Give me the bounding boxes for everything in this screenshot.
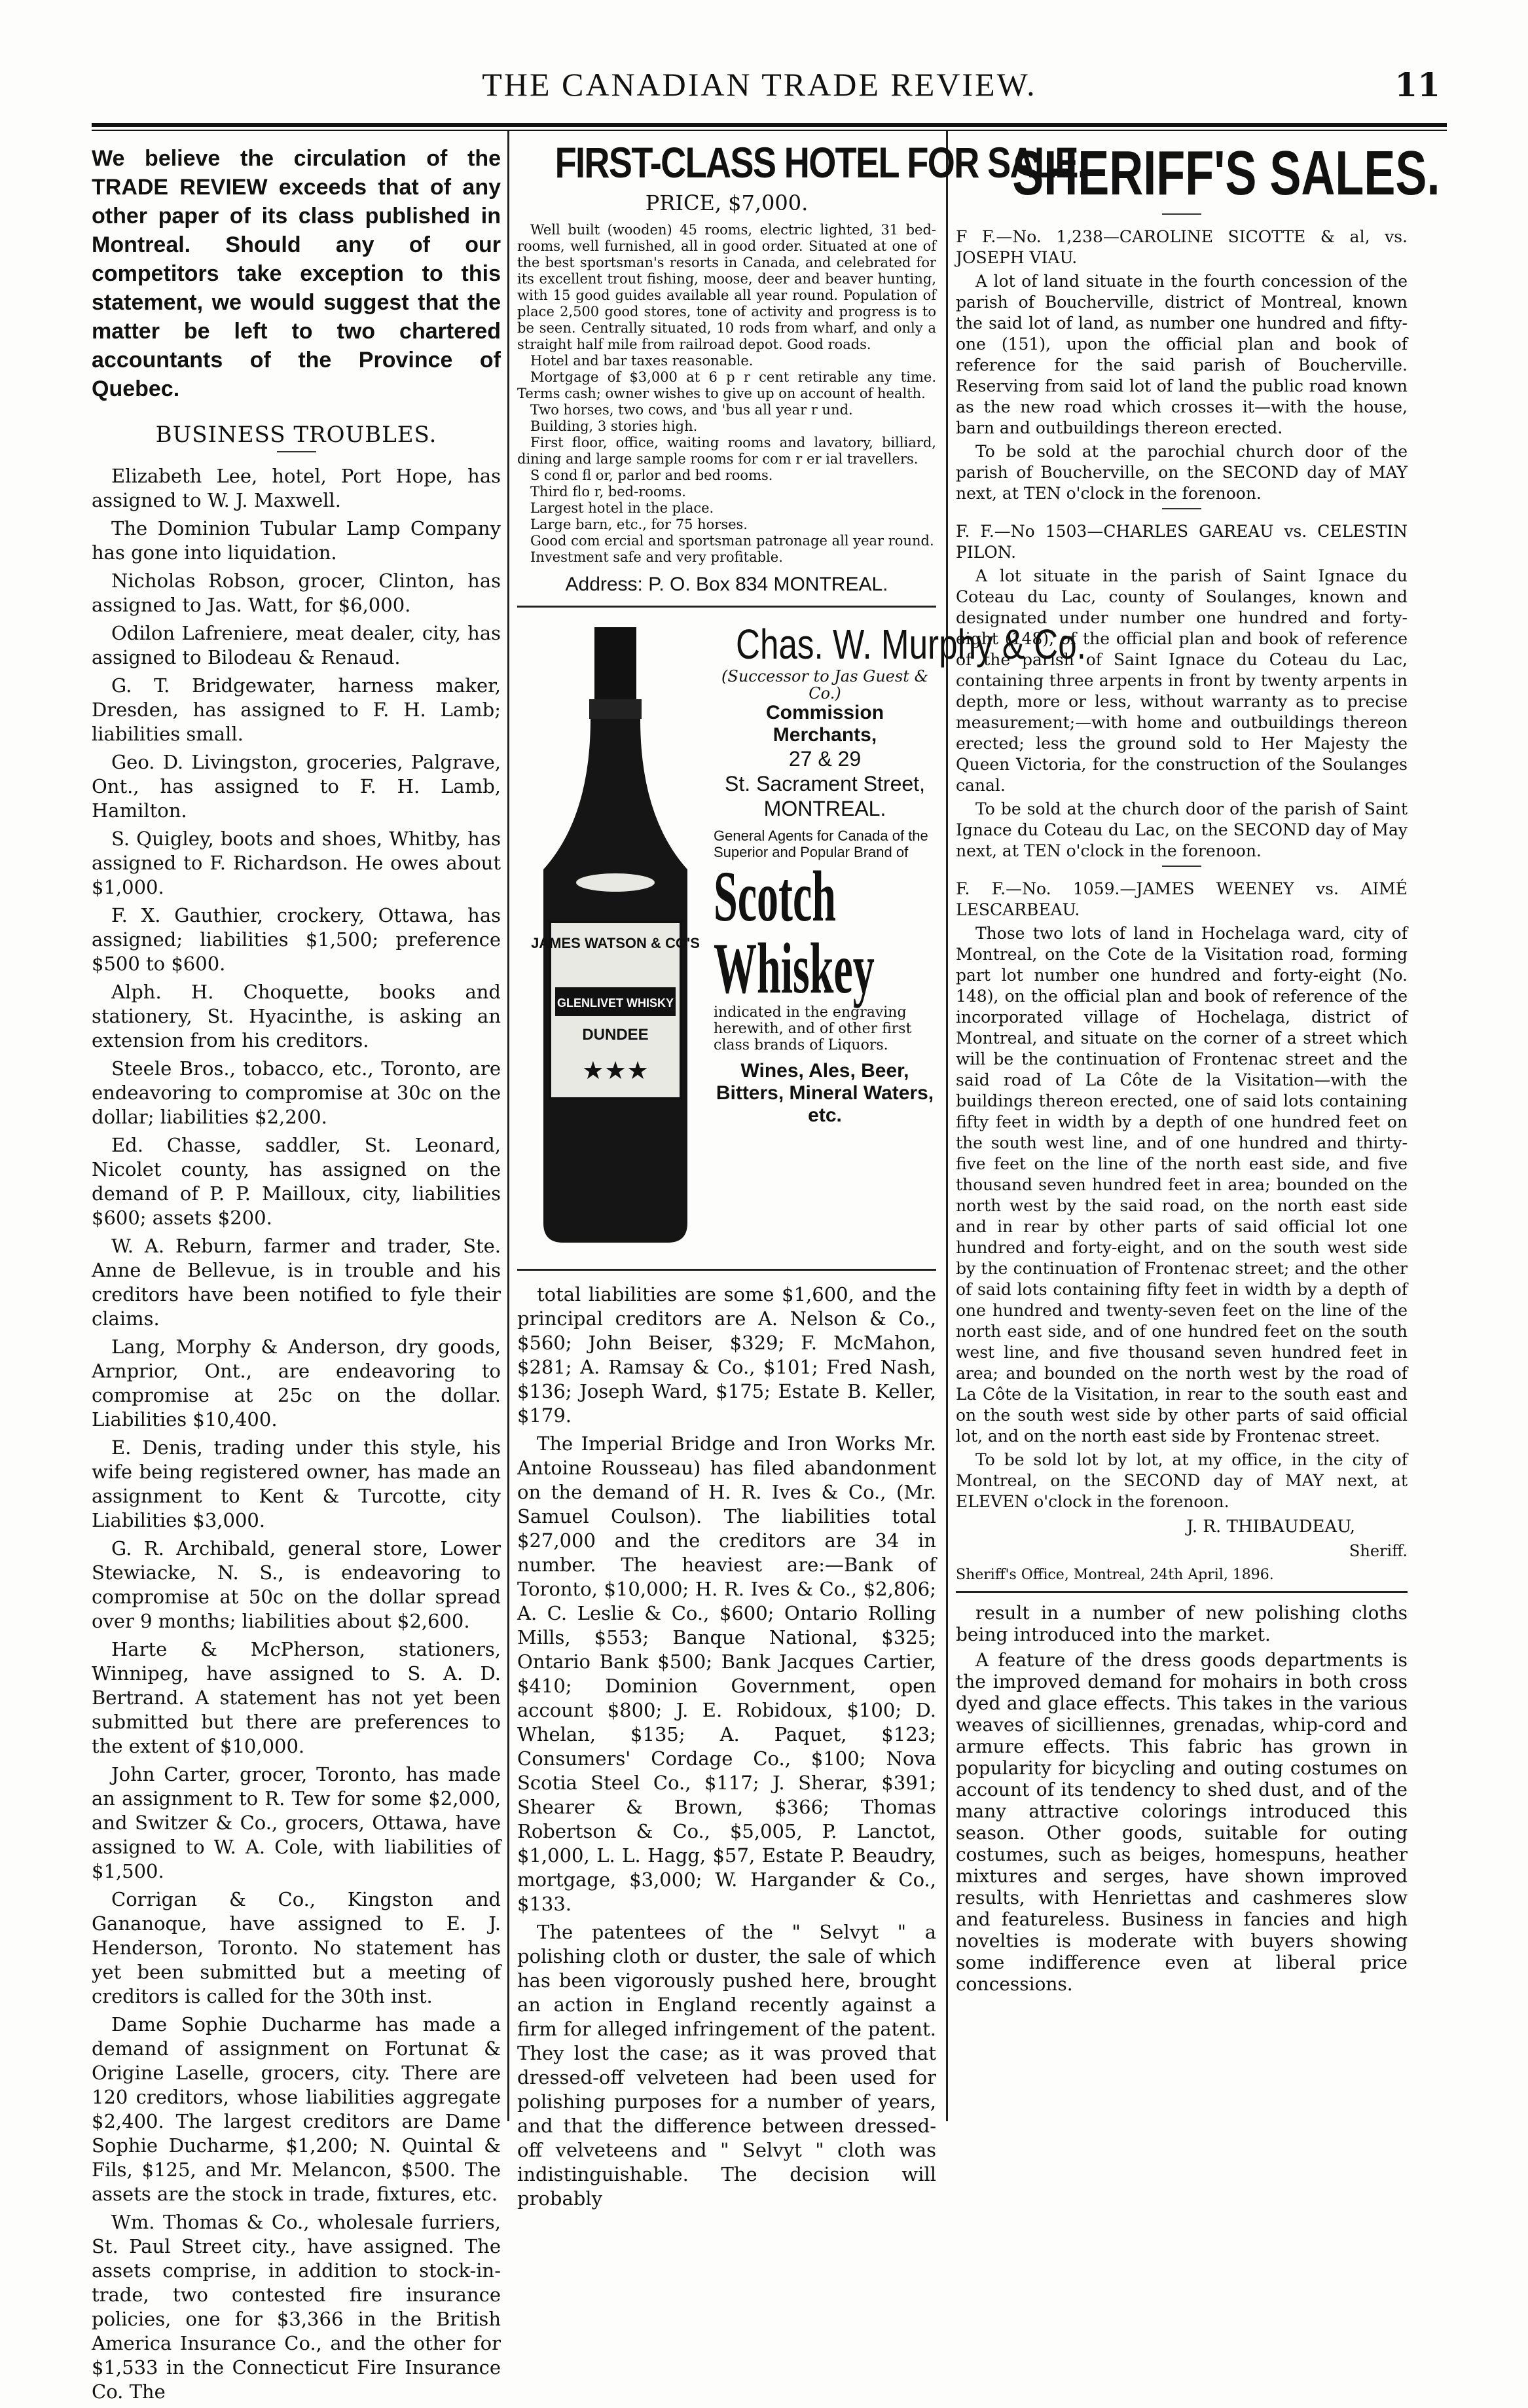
paragraph: Alph. H. Choquette, books and stationery, St. Hyacinthe, is asking an extension from his creditors.	[92, 981, 501, 1051]
paragraph: Ed. Chasse, saddler, St. Leonard, Nicolet county, has assigned on the demand of P. P. Mailloux, city, liabilities $600; assets $200.	[92, 1134, 501, 1229]
ad-paragraph: Third flo r, bed-rooms.	[530, 484, 686, 500]
paragraph: G. R. Archibald, general store, Lower Stewiacke, N. S., is endeavoring to compromise at 50c on the dollar spread over 9 months; liabilities about $2,600.	[92, 1537, 501, 1632]
agents-line: General Agents for Canada of the Superior and Popular Brand of	[714, 828, 928, 860]
notice-sale: To be sold at the parochial church door of the parish of Boucherville, on the SECOND day of MAY next, at TEN o'clock in the forenoon.	[956, 442, 1408, 503]
paragraph: Steele Bros., tobacco, etc., Toronto, are endeavoring to compromise at 30c on the dollar; liabilities $2,200.	[92, 1057, 501, 1128]
paragraph: Lang, Morphy & Anderson, dry goods, Arnprior, Ont., are endeavoring to compromise at 25c on the dollar. Liabilities $10,400.	[92, 1336, 501, 1431]
label-city: DUNDEE	[582, 1026, 649, 1044]
notice-heading: F F.—No. 1,238—CAROLINE SICOTTE & al, vs. JOSEPH VIAU.	[956, 227, 1408, 267]
paragraph: A feature of the dress goods departments is the improved demand for mohairs in both cross dyed and glace effects. This takes in the various weaves of sicilliennes, grenadas, whip-cord and armure effects. This fabric has grown in popularity for bicycling and outing costumes on account of its tendency to shed dust, and of the many attractive colorings introduced this season. Other goods, suitable for outing costumes, such as beiges, homespuns, heather mixtures and serges, have shown improved results, with Henriettas and cashmeres slow and featureless. Business in fancies and high novelties is moderate with buyers showing some indifference even at liberal price concessions.	[956, 1649, 1408, 1995]
firm-name: Chas. W. Murphy & Co.	[736, 621, 1086, 668]
hotel-advertisement	[517, 137, 1087, 608]
ad-address: Address: P. O. Box 834 MONTREAL.	[565, 574, 888, 595]
sheriff-office-line: Sheriff's Office, Montreal, 24th April, 1896.	[956, 1567, 1274, 1583]
notice-body: A lot situate in the parish of Saint Ignace du Coteau du Lac, county of Soulanges, known and designated under number one hundred and forty-eight (148), of the official plan and book of reference of the parish of Saint Ignace du Coteau du Lac, containing three arpents in front by twenty arpents in depth, more or less, without warranty as to precise measurement;—with home and outbuildings thereon erected; less the ground sold to Her Majesty the Queen Victoria, for the construction of the Soulanges canal.	[956, 566, 1408, 795]
scotch-heading: Scotch	[714, 856, 836, 936]
hotel-description	[517, 222, 936, 566]
paragraph: G. T. Bridgewater, harness maker, Dresden, has assigned to F. H. Lamb; liabilities small.	[92, 674, 501, 745]
paragraph: Nicholas Robson, grocer, Clinton, has assigned to Jas. Watt, for $6,000.	[92, 570, 501, 616]
ad-paragraph: First floor, office, waiting rooms and lavatory, billiard, dining and large sample rooms for com r er ial travellers.	[517, 435, 936, 467]
notice-heading: F. F.—No 1503—CHARLES GAREAU vs. CELESTIN PILON.	[956, 522, 1408, 562]
page-number: 11	[1394, 65, 1440, 104]
ad-paragraph: Largest hotel in the place.	[530, 500, 714, 516]
whiskey-heading: Whiskey	[714, 928, 875, 1008]
ad-paragraph: Two horses, two cows, and 'bus all year r und.	[530, 402, 853, 418]
paragraph: S. Quigley, boots and shoes, Whitby, has assigned to F. Richardson. He owes about $1,000.	[92, 828, 501, 898]
paragraph: Elizabeth Lee, hotel, Port Hope, has assigned to W. J. Maxwell.	[92, 465, 501, 511]
header-rule	[92, 123, 1447, 127]
firm-successor: (Successor to Jas Guest & Co.)	[721, 667, 928, 702]
ad-paragraph: Well built (wooden) 45 rooms, electric lighted, 31 bed-rooms, well furnished, all in good order. Situated at one of the best sportsman's resorts in Canada, and celebrated for its excellent trout fishing, moose, deer and beaver hunting, with 15 good guides available all year round. Population of place 2,500 good stores, tone of activity and progress is to be seen. Centrally situated, 10 rods from wharf, and only a straight half mile from railroad depot. Good roads.	[517, 222, 936, 352]
ad-title: FIRST-CLASS HOTEL FOR SALE.	[555, 138, 1087, 187]
section-divider	[956, 1591, 1408, 1593]
ad-paragraph: Investment safe and very profitable.	[530, 549, 783, 565]
notice-sale: To be sold at the church door of the parish of Saint Ignace du Coteau du Lac, on the SECOND day of May next, at TEN o'clock in the forenoon.	[956, 799, 1408, 860]
paragraph: Geo. D. Livingston, groceries, Palgrave, Ont., has assigned to F. H. Lamb, Hamilton.	[92, 751, 501, 822]
city: MONTREAL.	[763, 797, 886, 820]
paragraph: Corrigan & Co., Kingston and Gananoque, have assigned to E. J. Henderson, Toronto. No statement has yet been submitted but a meeting of creditors is called for the 30th inst.	[92, 1888, 501, 2007]
sheriff-notices	[956, 227, 1408, 1512]
street-number: 27 & 29	[788, 747, 862, 771]
ad-paragraph: Mortgage of $3,000 at 6 p r cent retirable any time. Terms cash; owner wishes to give up on account of health.	[517, 369, 936, 401]
label-brand: JAMES WATSON & CO'S	[531, 935, 700, 951]
paragraph: John Carter, grocer, Toronto, has made an assignment to R. Tew for some $2,000, and Switzer & Co., grocers, Ottawa, have assigned to W. A. Cole, with liabilities of $1,500.	[92, 1763, 501, 1882]
notice-body: Those two lots of land in Hochelaga ward, city of Montreal, on the Cote de la Visitation road, forming part lot number one hundred and forty-eight (No. 148), on the official plan and book of reference of the incorporated village of Hochelaga, district of Montreal, and situate on the corner of a street which will be the continuation of Frontenac street and the said road of La Côte de la Visitation—with the buildings thereon erected, one of said lots containing fifty feet in width by a depth of one hundred feet on the south west line, and of one hundred and thirty-five feet on the line of the north east side, and five thousand seven hundred feet in area; bounded on the north west by the said road, on the north east side and in rear by other parts of said official lot one hundred and forty-eight, and on the south west side by the continuation of Frontenac street; and the other of said lots containing fifty feet in width by a depth of one hundred and twenty-seven feet on the line of the north east side, and of one hundred feet on the south west line, and five thousand seven hundred feet in area; and bounded on the north west by the road of La Côte de la Visitation, in rear to the south east and on the south west side by other parts of said official lot, and on the north east side by Frontenac street.	[956, 924, 1408, 1446]
whisky-ad-text	[714, 621, 1086, 1127]
paragraph: Dame Sophie Ducharme has made a demand of assignment on Fortunat & Origine Laselle, grocers, city. There are 120 creditors, whose liabilities aggregate $2,400. The largest creditors are Dame Sophie Ducharme, $1,200; N. Quintal & Fils, $125, and Mr. Melancon, $500. The assets are the stock in trade, fixtures, etc.	[92, 2013, 501, 2205]
street: St. Sacrament Street,	[725, 772, 925, 795]
ad-paragraph: Large barn, etc., for 75 horses.	[530, 517, 748, 532]
ad-paragraph: Building, 3 stories high.	[530, 418, 698, 434]
notice-heading: F. F.—No. 1059.—JAMES WEENEY vs. AIMÉ LESCARBEAU.	[956, 879, 1408, 919]
paragraph: The patentees of the " Selvyt " a polishing cloth or duster, the sale of which has been vigorously pushed here, brought an action in England recently against a firm for alleged infringement of the patent. They lost the case; as it was proved that dressed-off velveteen had been used for polishing purposes for a number of years, and that the difference between dressed-off velveteens and " Selvyt " cloth was indistinguishable. The decision will probably	[517, 1921, 936, 2210]
divider	[1162, 508, 1201, 509]
column-divider	[507, 131, 509, 2121]
paragraph: Odilon Lafreniere, meat dealer, city, has assigned to Bilodeau & Renaud.	[92, 622, 501, 668]
ad-paragraph: Hotel and bar taxes reasonable.	[530, 353, 754, 369]
divider	[1162, 213, 1201, 215]
notice-sale: To be sold lot by lot, at my office, in the city of Montreal, on the SECOND day of MAY next, at ELEVEN o'clock in the forenoon.	[956, 1450, 1408, 1511]
paragraph: The Imperial Bridge and Iron Works Mr. Antoine Rousseau) has filed abandonment on the demand of H. R. Ives & Co., (Mr. Samuel Coulson). The liabilities total $27,000 and the creditors are 34 in number. The heaviest are:—Bank of Toronto, $10,000; H. R. Ives & Co., $2,806; A. C. Leslie & Co., $600; Ontario Rolling Mills, $553; Banque National, $325; Ontario Bank $500; Bank Jacques Cartier, $410; Dominion Government, open account $800; J. E. Robidoux, $100; D. Whelan, $135; A. Paquet, $123; Consumers' Cordage Co., $100; Nova Scotia Steel Co., $117; J. Sherar, $391; Shearer & Brown, $366; Thomas Robertson & Co., $5,005, P. Lanctot, $1,000, L. L. Hagg, $57, Estate P. Beaudry, mortgage, $3,000; W. Hargander & Co., $133.	[517, 1432, 936, 1915]
column-divider	[946, 131, 948, 2121]
whisky-advertisement	[517, 608, 1086, 1271]
circulation-notice: We believe the circulation of the TRADE REVIEW exceeds that of any other paper of its class published in Montreal. Should any of our competitors take exception to this statement, we would suggest that the matter be left to two chartered accountants of the Province of Quebec.	[92, 146, 501, 401]
products-line: Wines, Ales, Beer, Bitters, Mineral Waters, etc.	[716, 1060, 934, 1126]
paragraph: E. Denis, trading under this style, his wife being registered owner, has made an assignment to Kent & Turcotte, city Liabilities $3,000.	[92, 1436, 501, 1531]
paragraph: result in a number of new polishing cloths being introduced into the market.	[956, 1602, 1408, 1645]
column-middle	[517, 137, 1087, 2215]
header-rule-thin	[92, 130, 1447, 131]
sheriff-signature: J. R. THIBAUDEAU,	[1186, 1517, 1355, 1537]
notice-body: A lot of land situate in the fourth concession of the parish of Boucherville, district of Montreal, known the said lot of land, as number one hundred and fifty-one (151), upon the official plan and book of reference for the said parish of Boucherville. Reserving from said lot of land the public road known as the new road which crosses it—with the house, barn and outbuildings thereon erected.	[956, 272, 1408, 437]
label-whisky: GLENLIVET WHISKY	[556, 996, 674, 1010]
news-continuation	[517, 1283, 936, 2211]
business-troubles-list	[92, 464, 501, 2404]
divider	[277, 451, 316, 452]
paragraph: Harte & McPherson, stationers, Winnipeg, have assigned to S. A. D. Bertrand. A statement has not yet been submitted but there are preferences to the extent of $10,000.	[92, 1638, 501, 1757]
firm-type: Commission Merchants,	[765, 702, 884, 746]
column-right	[956, 137, 1440, 1999]
ad-price: PRICE, $7,000.	[645, 191, 809, 215]
dress-goods-article	[956, 1602, 1408, 1995]
sheriff-sales-title: SHERIFF'S SALES.	[1012, 138, 1440, 208]
paragraph: total liabilities are some $1,600, and the principal creditors are A. Nelson & Co., $560; John Beiser, $329; F. McMahon, $281; A. Ramsay & Co., $101; Fred Nash, $136; Joseph Ward, $175; Estate B. Keller, $179.	[517, 1283, 936, 1427]
paragraph: W. A. Reburn, farmer and trader, Ste. Anne de Bellevue, is in trouble and his creditors have been notified to fyle their claims.	[92, 1235, 501, 1330]
ad-paragraph: S cond fl or, parlor and bed rooms.	[530, 467, 773, 483]
column-left	[92, 137, 501, 2408]
masthead-title: THE CANADIAN TRADE REVIEW.	[482, 66, 1037, 103]
brands-note: indicated in the engraving herewith, and of other first class brands of Liquors.	[714, 1004, 912, 1053]
whisky-bottle-illustration	[517, 621, 714, 1249]
sheriff-title: Sheriff.	[1349, 1542, 1408, 1560]
section-title: BUSINESS TROUBLES.	[155, 422, 437, 448]
star-icon: ★★★	[581, 1056, 649, 1085]
divider	[1162, 866, 1201, 867]
ad-paragraph: Good com ercial and sportsman patronage all year round.	[530, 533, 934, 549]
page-header	[79, 65, 1440, 111]
paragraph: The Dominion Tubular Lamp Company has gone into liquidation.	[92, 517, 501, 564]
paragraph: Wm. Thomas & Co., wholesale furriers, St. Paul Street city., have assigned. The assets comprise, in addition to stock-in-trade, two contested fire insurance policies, one for $3,366 in the British America Insurance Co., and the other for $1,533 in the Connecticut Fire Insurance Co. The	[92, 2211, 501, 2403]
paragraph: F. X. Gauthier, crockery, Ottawa, has assigned; liabilities $1,500; preference $500 to $600.	[92, 904, 501, 975]
